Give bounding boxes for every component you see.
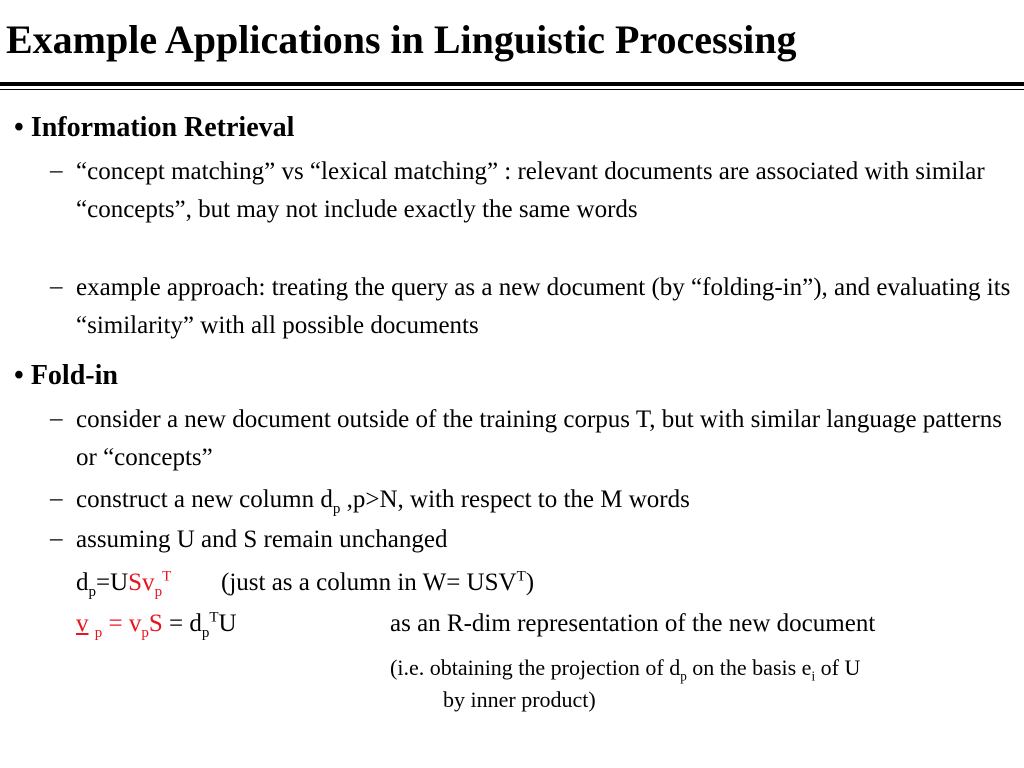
title-rule-thick — [0, 82, 1024, 86]
bullet-mark: • — [14, 360, 24, 391]
ir-item-concept-matching: “concept matching” vs “lexical matching” : relevant documents are associated with similar “concepts”, but may not include exactly the same words — [76, 158, 985, 223]
projection-note-line1: (i.e. obtaining the projection of $d_p$ on the basis $e_i$ of U — [390, 655, 861, 684]
page-title: Example Applications in Linguistic Processing — [6, 17, 797, 62]
bullet-information-retrieval — [14, 112, 294, 144]
foldin-item-new-column: construct a new column $d_p$ ,p>N, with respect to the M words — [76, 486, 690, 517]
bullet-fold-in — [14, 360, 118, 392]
equation-vp: v $_p = v_pS = d_p^TU$ — [76, 609, 237, 641]
bullet-label: Information Retrieval — [30, 112, 295, 143]
dash-mark: – — [50, 485, 63, 512]
title-rule-thin — [0, 89, 1024, 90]
dash-mark: – — [50, 273, 63, 300]
projection-note-line2: by inner product) — [443, 687, 596, 712]
foldin-item-unchanged: assuming U and S remain unchanged — [76, 526, 448, 553]
foldin-item-new-document: consider a new document outside of the training corpus T, but with similar language patterns or “concepts” — [76, 406, 1002, 471]
equation-dp-note: (just as a column in $W= USV^T$) — [221, 568, 535, 596]
ir-item-example-approach: example approach: treating the query as a new document (by “folding-in”), and evaluating its “similarity” with all possible documents — [76, 274, 1011, 339]
equation-vp-desc: as an R-dim representation of the new document — [390, 610, 876, 637]
dash-mark: – — [50, 405, 63, 432]
bullet-label: Fold-in — [30, 360, 118, 391]
dash-mark: – — [50, 525, 63, 552]
equation-dp: $d_p=USv_p^T$ — [76, 568, 172, 600]
bullet-mark: • — [14, 112, 24, 143]
dash-mark: – — [50, 157, 63, 184]
